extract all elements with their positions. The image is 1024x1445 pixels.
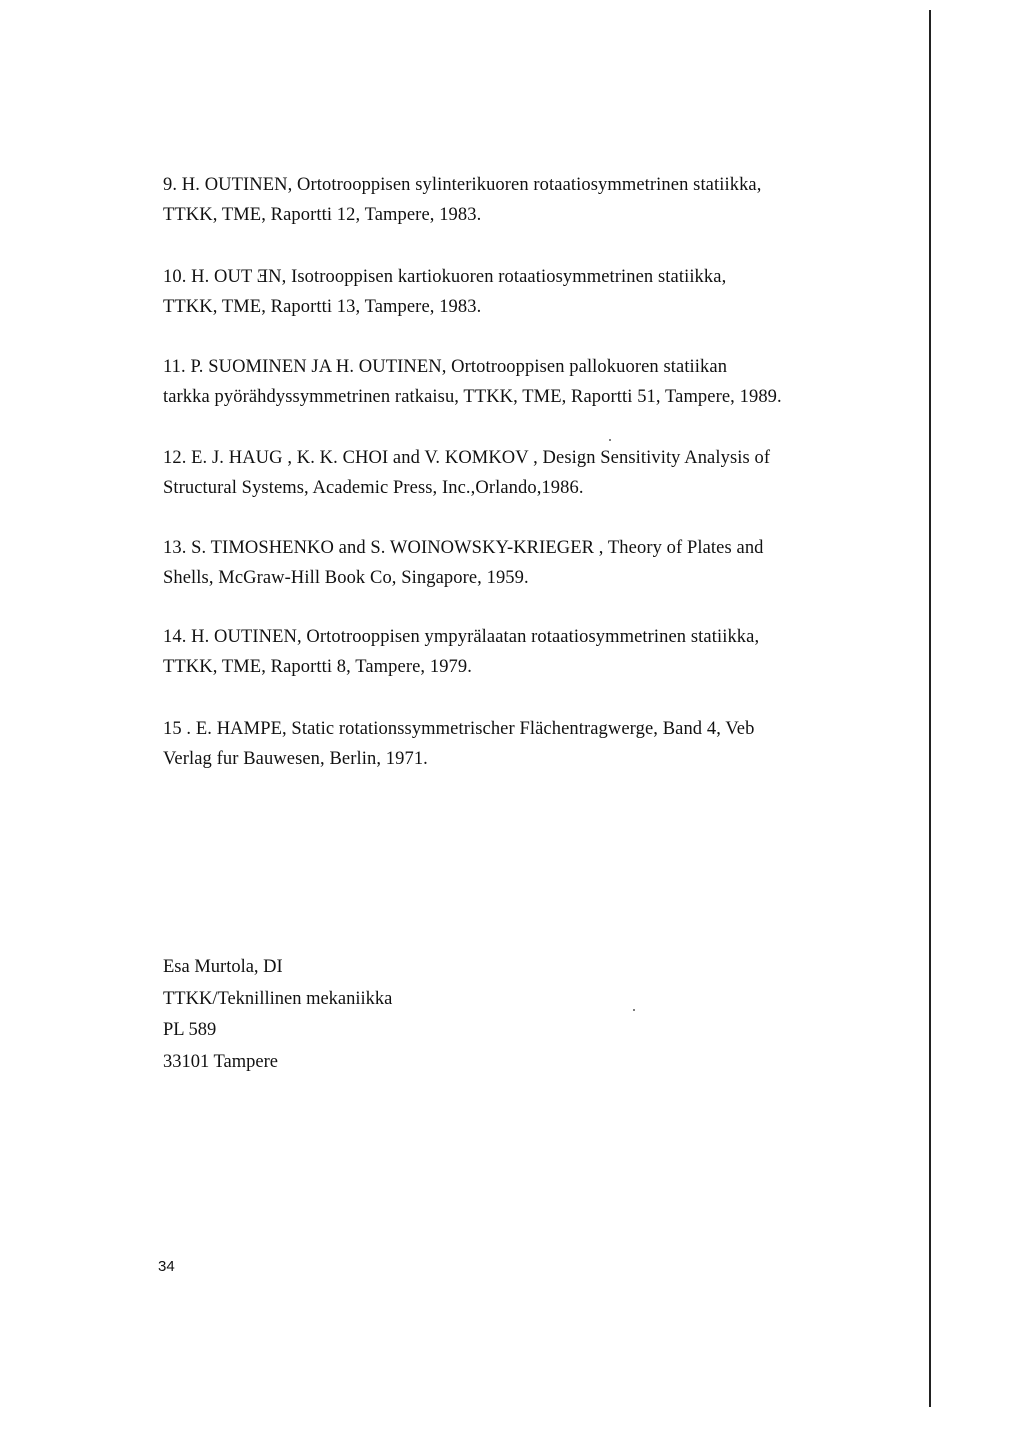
reference-line: TTKK, TME, Raportti 13, Tampere, 1983. [163,297,482,317]
reference-line: 9. H. OUTINEN, Ortotrooppisen sylinterikuoren rotaatiosymmetrinen statiikka, [163,175,762,195]
reference-line: TTKK, TME, Raportti 12, Tampere, 1983. [163,205,482,225]
page-number: 34 [158,1258,175,1275]
edge-line [929,10,931,1407]
reference-item [163,714,863,774]
reference-line: TTKK, TME, Raportti 8, Tampere, 1979. [163,657,472,677]
author-department: TTKK/Teknillinen mekaniikka [163,988,393,1009]
reference-line: 15 . E. HAMPE, Static rotationssymmetrischer Flächentragwerge, Band 4, Veb [163,719,755,739]
reference-line: Shells, McGraw-Hill Book Co, Singapore, 1959. [163,568,529,588]
scan-speck [633,1009,635,1011]
reference-item [163,622,863,682]
scan-speck [609,439,611,441]
reference-line: 11. P. SUOMINEN JA H. OUTINEN, Ortotrooppisen pallokuoren statiikan [163,357,728,377]
author-address [163,952,392,1078]
reference-item [163,352,863,412]
reference-line: 14. H. OUTINEN, Ortotrooppisen ympyrälaatan rotaatiosymmetrinen statiikka, [163,627,760,647]
author-po-box: PL 589 [163,1020,217,1040]
reference-line: Structural Systems, Academic Press, Inc.,Orlando,1986. [163,478,584,498]
author-name: Esa Murtola, DI [163,957,283,977]
author-city: 33101 Tampere [163,1051,278,1072]
reference-item [163,170,863,230]
reference-item [163,443,863,503]
reference-item [163,262,863,322]
reference-line: 12. E. J. HAUG , K. K. CHOI and V. KOMKOV , Design Sensitivity Analysis of [163,448,771,468]
reference-line: tarkka pyörähdyssymmetrinen ratkaisu, TTKK, TME, Raportti 51, Tampere, 1989. [163,387,782,407]
reference-item [163,533,863,593]
reference-line: 13. S. TIMOSHENKO and S. WOINOWSKY-KRIEGER , Theory of Plates and [163,538,764,558]
reference-line: Verlag fur Bauwesen, Berlin, 1971. [163,749,428,769]
reference-line: 10. H. OUT ƎN, Isotrooppisen kartiokuoren rotaatiosymmetrinen statiikka, [163,267,727,287]
